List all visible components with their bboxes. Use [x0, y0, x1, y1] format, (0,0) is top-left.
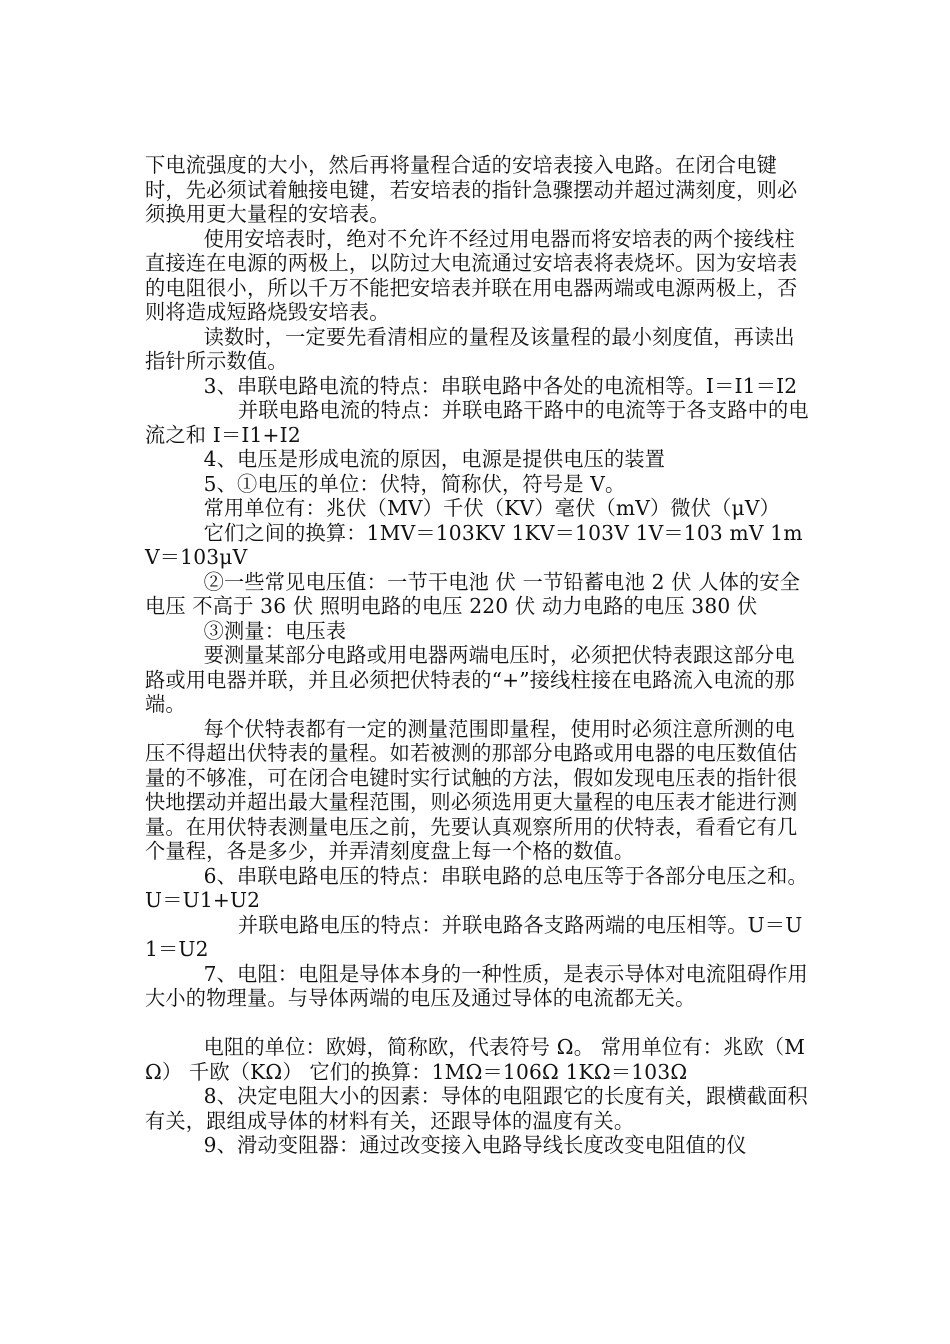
paragraph-voltage-unit: 5、①电压的单位：伏特，简称伏，符号是 V。 [203, 471, 626, 496]
paragraph-voltage-cause: 4、电压是形成电流的原因，电源是提供电压的装置 [203, 447, 666, 471]
paragraph-voltage-measurement: ③测量：电压表 [203, 618, 347, 643]
paragraph-resistance-units: 电阻的单位：欧姆，简称欧，代表符号 Ω。 常用单位有：兆欧（MΩ） 千欧（KΩ） 它们的换算：1MΩ＝106Ω 1KΩ＝103Ω [145, 1035, 806, 1084]
paragraph-current-measurement-continued: 下电流强度的大小，然后再将量程合适的安培表接入电路。在闭合电键时，先必须试着触接电键，若安培表的指针急骤摆动并超过满刻度，则必须换用更大量程的安培表。 [145, 153, 798, 226]
paragraph-voltmeter-range: 每个伏特表都有一定的测量范围即量程，使用时必须注意所测的电压不得超出伏特表的量程。如若被测的那部分电路或用电器的电压数值估量的不够准，可在闭合电键时实行试触的方法，假如发现电压表的指针很快地摆动并超出最大量程范围，则必须选用更大量程的电压表才能进行测量。在用伏特表测量电压之前，先要认真观察所用的伏特表，看看它有几个量程，各是多少，并弄清刻度盘上每一个格的数值。 [145, 716, 798, 863]
paragraph-parallel-current: 并联电路电流的特点：并联电路干路中的电流等于各支路中的电流之和 I＝I1+I2 [145, 398, 809, 447]
paragraph-common-voltages: ②一些常见电压值：一节干电池 伏 一节铅蓄电池 2 伏 人体的安全电压 不高于 36 伏 照明电路的电压 220 伏 动力电路的电压 380 伏 [145, 569, 801, 618]
paragraph-voltage-conversion: 它们之间的换算：1MV＝103KV 1KV＝103V 1V＝103 mV 1mV＝103μV [145, 520, 803, 569]
paragraph-ammeter-safety: 使用安培表时，绝对不允许不经过用电器而将安培表的两个接线柱直接连在电源的两极上，以防过大电流通过安培表将表烧坏。因为安培表的电阻很小，所以千万不能把安培表并联在用电器两端或电源两极上，否则将造成短路烧毁安培表。 [145, 226, 798, 324]
paragraph-resistance-definition: 7、电阻：电阻是导体本身的一种性质，是表示导体对电流阻碍作用大小的物理量。与导体两端的电压及通过导体的电流都无关。 [145, 961, 808, 1010]
document-body [145, 153, 810, 1158]
paragraph-common-voltage-units: 常用单位有：兆伏（MV）千伏（KV）毫伏（mV）微伏（μV） [203, 496, 781, 520]
paragraph-series-voltage: 6、串联电路电压的特点：串联电路的总电压等于各部分电压之和。U＝U1+U2 [145, 863, 808, 912]
paragraph-sliding-rheostat: 9、滑动变阻器：通过改变接入电路导线长度改变电阻值的仪 [203, 1133, 747, 1157]
paragraph-reading-ammeter: 读数时，一定要先看清相应的量程及该量程的最小刻度值，再读出指针所示数值。 [145, 324, 795, 373]
paragraph-voltmeter-connection: 要测量某部分电路或用电器两端电压时，必须把伏特表跟这部分电路或用电器并联，并且必须把伏特表的“+”接线柱接在电路流入电流的那端。 [145, 643, 795, 716]
paragraph-parallel-voltage: 并联电路电压的特点：并联电路各支路两端的电压相等。U＝U1＝U2 [145, 912, 803, 961]
paragraph-series-current: 3、串联电路电流的特点：串联电路中各处的电流相等。I＝I1＝I2 [203, 373, 798, 398]
paragraph-resistance-factors: 8、决定电阻大小的因素：导体的电阻跟它的长度有关，跟横截面积有关，跟组成导体的材料有关，还跟导体的温度有关。 [145, 1084, 808, 1133]
